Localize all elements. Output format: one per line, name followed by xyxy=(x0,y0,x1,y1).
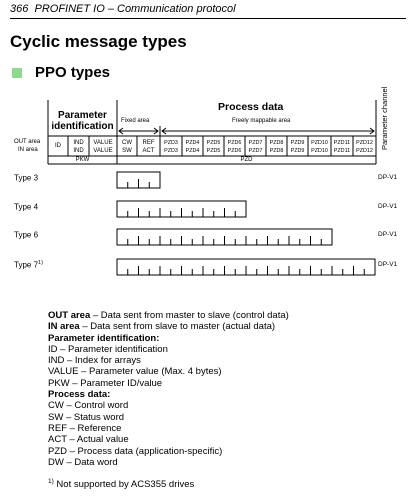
pzd-in-label: PZD12 xyxy=(356,148,373,154)
type-label xyxy=(14,230,38,240)
pzd-in-label: PZD10 xyxy=(311,148,328,154)
type-name: Type 3 xyxy=(14,173,39,183)
legend-item xyxy=(48,423,289,434)
pzd-header-cell xyxy=(160,139,182,155)
pkw-label: PKW xyxy=(75,157,90,163)
type-label xyxy=(14,202,38,212)
pzd-label: PZD xyxy=(240,157,253,163)
ref-act-cell xyxy=(137,139,160,155)
pzd-in-label: PZD3 xyxy=(164,148,178,154)
pzd-out-label: PZD10 xyxy=(311,140,328,146)
legend-item xyxy=(48,366,289,377)
cw-label: CW xyxy=(122,140,132,146)
pzd-header-cell xyxy=(287,139,308,155)
type-name: Type 4 xyxy=(14,202,39,212)
legend-term: Parameter identification: xyxy=(48,332,160,344)
process-data-title: Process data xyxy=(218,101,284,113)
pzd-out-label: PZD9 xyxy=(290,140,305,146)
freely-mappable-label: Freely mappable area xyxy=(232,118,291,124)
pzd-out-label: PZD12 xyxy=(356,140,373,146)
ind-out-label: IND xyxy=(73,140,84,146)
pzd-out-label: PZD5 xyxy=(206,140,221,146)
legend-desc: – Data sent from slave to master (actual data) xyxy=(79,321,276,333)
sw-label: SW xyxy=(122,148,132,154)
legend-item xyxy=(48,378,289,389)
legend-desc: VALUE – Parameter value (Max. 4 bytes) xyxy=(48,366,222,378)
pzd-out-label: PZD3 xyxy=(164,140,178,146)
legend-desc: CW – Control word xyxy=(48,400,129,412)
pzd-in-label: PZD8 xyxy=(269,148,284,154)
legend-item xyxy=(48,446,289,457)
value-in-label: VALUE xyxy=(93,148,113,154)
legend-desc: PZD – Process data (application-specific) xyxy=(48,445,223,457)
ref-label: REF xyxy=(142,140,155,146)
legend-term: IN area xyxy=(48,321,80,333)
value-out-label: VALUE xyxy=(93,140,113,146)
type-name: Type 6 xyxy=(14,230,39,240)
footnote xyxy=(48,476,289,490)
legend-desc: ID – Parameter identification xyxy=(48,343,168,355)
section-title: Cyclic message types xyxy=(10,32,187,51)
dp-v1-label: DP-V1 xyxy=(378,174,398,181)
act-label: ACT xyxy=(142,148,155,154)
legend-item xyxy=(48,412,289,423)
pzd-in-label: PZD5 xyxy=(206,148,221,154)
ind-in-label: IND xyxy=(73,148,84,154)
pzd-in-label: PZD7 xyxy=(248,148,263,154)
type-name: Type 7 xyxy=(14,260,39,270)
dp-v1-label: DP-V1 xyxy=(378,261,398,268)
pzd-header-cell xyxy=(203,139,224,155)
type-label xyxy=(14,173,38,183)
pzd-out-label: PZD6 xyxy=(227,140,242,146)
legend-lines xyxy=(48,310,289,468)
type-label xyxy=(14,260,43,270)
value-cell xyxy=(89,139,117,155)
legend-desc: – Data sent from master to slave (control data) xyxy=(90,310,289,321)
subsection-title: PPO types xyxy=(35,64,111,81)
legend-item xyxy=(48,333,289,344)
pzd-header-cell xyxy=(245,139,266,155)
pzd-in-label: PZD9 xyxy=(290,148,305,154)
legend-desc: SW – Status word xyxy=(48,411,125,423)
in-area-label: IN area xyxy=(18,147,38,153)
id-cell: ID xyxy=(55,143,61,149)
param-identification-title: Parameter identification xyxy=(51,110,114,132)
legend-desc: IND – Index for arrays xyxy=(48,355,141,367)
pzd-header-cell xyxy=(331,139,353,155)
pzd-header-cell xyxy=(266,139,287,155)
legend-desc: PKW – Parameter ID/value xyxy=(48,377,163,389)
header-title: PROFINET IO – Communication protocol xyxy=(34,3,236,15)
dp-v1-label: DP-V1 xyxy=(378,231,398,238)
legend-item xyxy=(48,400,289,411)
legend xyxy=(48,310,289,491)
param-channel-label: Parameter channel xyxy=(380,86,389,150)
pzd-header-cell xyxy=(224,139,245,155)
pzd-in-label: PZD11 xyxy=(333,148,351,154)
legend-item xyxy=(48,344,289,355)
legend-item xyxy=(48,457,289,468)
pzd-out-label: PZD11 xyxy=(333,140,351,146)
legend-item xyxy=(48,321,289,332)
legend-term: OUT area xyxy=(48,310,91,321)
pzd-out-label: PZD8 xyxy=(269,140,284,146)
legend-item xyxy=(48,355,289,366)
legend-desc: ACT – Actual value xyxy=(48,434,129,446)
legend-item xyxy=(48,434,289,445)
pzd-header-cell xyxy=(353,139,376,155)
cw-sw-cell xyxy=(117,139,137,155)
pzd-in-label: PZD4 xyxy=(185,148,200,154)
dp-v1-label: DP-V1 xyxy=(378,203,398,210)
legend-item xyxy=(48,310,289,321)
legend-desc: DW – Data word xyxy=(48,456,118,468)
pzd-out-label: PZD7 xyxy=(248,140,263,146)
pzd-out-label: PZD4 xyxy=(185,140,200,146)
pzd-header-cell xyxy=(182,139,203,155)
legend-desc: REF – Reference xyxy=(48,422,122,434)
out-area-label: OUT area xyxy=(14,139,41,145)
legend-term: Process data: xyxy=(48,389,111,401)
type-rows xyxy=(117,172,375,275)
ind-cell xyxy=(68,139,89,155)
fixed-area-label: Fixed area xyxy=(121,118,150,124)
legend-item xyxy=(48,389,289,400)
page-number: 366 xyxy=(10,3,29,15)
footnote-text: Not supported by ACS355 drives xyxy=(53,479,195,491)
type-footnote-mark: 1) xyxy=(38,260,43,266)
footnote-mark: 1) xyxy=(48,478,54,486)
pzd-header-cell xyxy=(308,139,331,155)
pzd-in-label: PZD6 xyxy=(227,148,242,154)
